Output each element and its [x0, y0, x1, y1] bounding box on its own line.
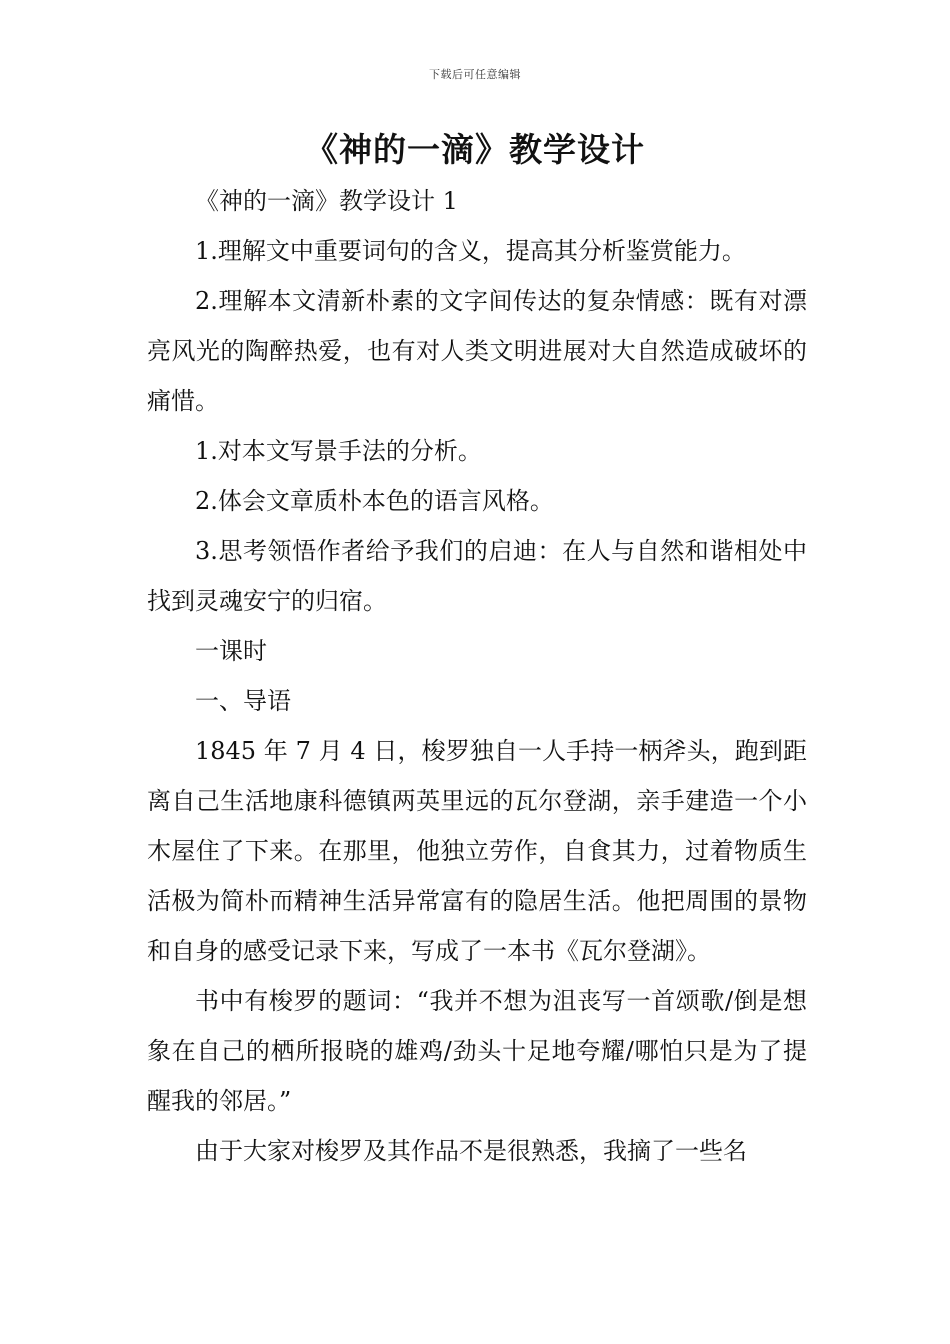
paragraph: 1.理解文中重要词句的含义，提高其分析鉴赏能力。 — [195, 237, 746, 265]
paragraph: 书中有梭罗的题词：“我并不想为沮丧写一首颂歌/倒是想象在自己的栖所报晓的雄鸡/劲头十足地夸耀/哪怕只是为了提醒我的邻居。” — [147, 987, 807, 1115]
header-note: 下载后可任意编辑 — [429, 68, 521, 81]
section-heading: 一、导语 — [195, 687, 291, 715]
paragraph: 2.体会文章质朴本色的语言风格。 — [195, 487, 554, 515]
document-title: 《神的一滴》教学设计 — [305, 130, 645, 169]
paragraph: 1845 年 7 月 4 日，梭罗独自一人手持一柄斧头，跑到距离自己生活地康科德镇两英里远的瓦尔登湖，亲手建造一个小木屋住了下来。在那里，他独立劳作，自食其力，过着物质生活极为简朴而精神生活异常富有的隐居生活。他把周围的景物和自身的感受记录下来，写成了一本书《瓦尔登湖》。 — [147, 737, 807, 965]
paragraph: 由于大家对梭罗及其作品不是很熟悉，我摘了一些名 — [195, 1137, 747, 1165]
paragraph: 一课时 — [195, 637, 267, 665]
paragraph: 2.理解本文清新朴素的文字间传达的复杂情感：既有对漂亮风光的陶醉热爱，也有对人类文明进展对大自然造成破坏的痛惜。 — [147, 287, 807, 415]
paragraph-subtitle: 《神的一滴》教学设计 1 — [195, 187, 458, 215]
paragraph: 3.思考领悟作者给予我们的启迪：在人与自然和谐相处中找到灵魂安宁的归宿。 — [147, 537, 807, 615]
paragraph: 1.对本文写景手法的分析。 — [195, 437, 482, 465]
document-body — [147, 176, 807, 1176]
